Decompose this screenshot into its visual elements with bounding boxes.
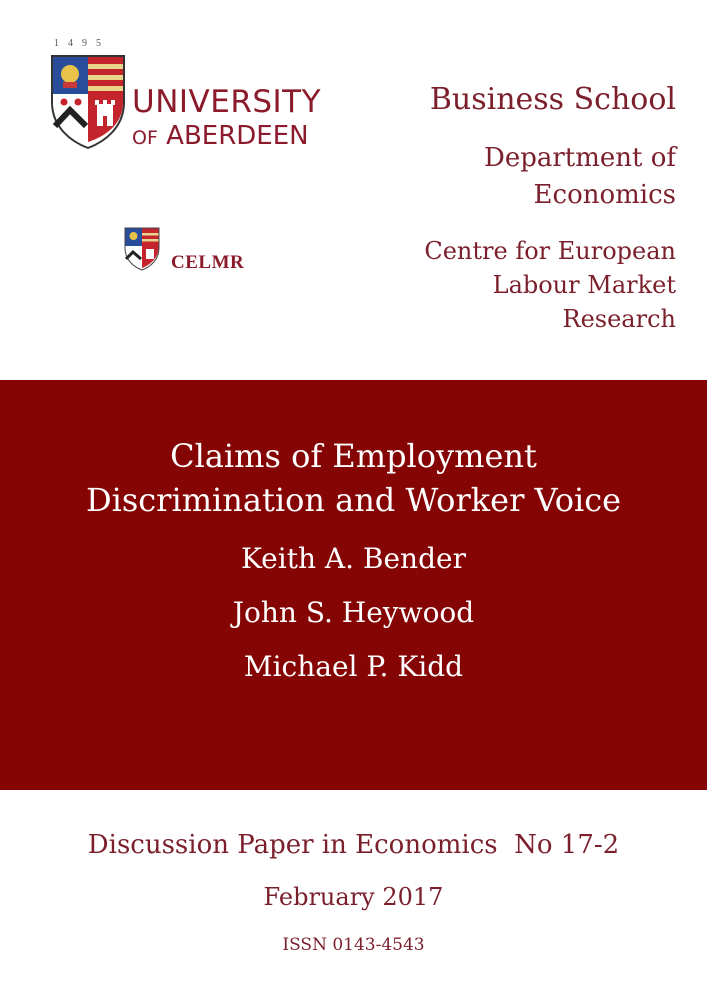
publication-date: February 2017	[263, 883, 444, 911]
author-name: Michael P. Kidd	[243, 650, 464, 683]
centre-name: Centre for European Labour Market Research	[424, 237, 676, 333]
university-subname	[132, 122, 309, 152]
celmr-label: CELMR	[171, 252, 245, 273]
university-of: OF	[132, 127, 158, 149]
university-logo	[50, 38, 350, 151]
page-footer	[0, 790, 707, 1000]
author-name: John S. Heywood	[232, 596, 475, 629]
issn-number: ISSN 0143-4543	[282, 935, 425, 955]
celmr-logo	[123, 222, 283, 282]
university-name: UNIVERSITY	[132, 84, 322, 120]
discussion-paper-series: Discussion Paper in Economics No 17-2	[87, 830, 620, 860]
author-list	[0, 532, 707, 694]
school-name: Business School	[429, 82, 676, 117]
department-block	[336, 80, 676, 336]
university-crest-icon	[50, 54, 126, 150]
paper-title	[0, 380, 707, 522]
page-header	[0, 0, 707, 380]
title-band	[0, 380, 707, 790]
author-name: Keith A. Bender	[241, 542, 466, 575]
paper-title-line-1: Claims of Employment	[170, 437, 537, 475]
paper-title-line-2: Discrimination and Worker Voice	[85, 481, 622, 519]
celmr-crest-icon	[123, 222, 161, 272]
department-name: Department of Economics	[483, 143, 676, 210]
logo-year: 1495	[54, 38, 110, 49]
university-city: ABERDEEN	[166, 121, 309, 151]
